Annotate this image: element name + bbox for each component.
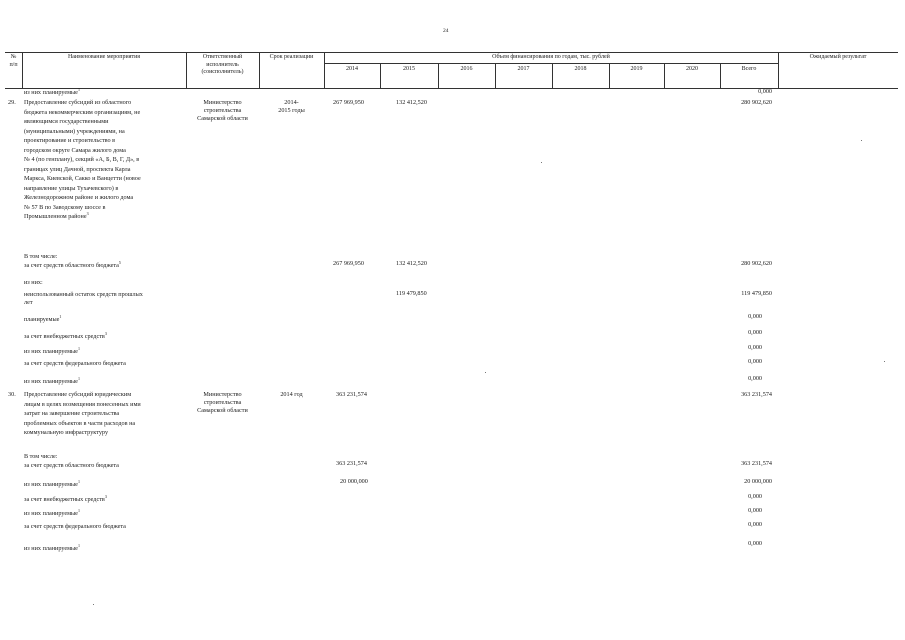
responsible-line: Министерство (203, 99, 242, 106)
label-line: направление улицы Тухачевского) в (24, 184, 119, 192)
header-col-period: Срок реализации (269, 54, 314, 60)
cell-total: 20 000,000 (744, 478, 772, 485)
row-label: за счет внебюджетных средств$^3$ (24, 493, 107, 503)
cell-total: 280 902,620 (741, 260, 772, 267)
label-line: Железнодорожном районе и жилого дома (24, 194, 134, 201)
header-year: 2015 (403, 66, 415, 72)
cell-total: 0,000 (748, 493, 762, 500)
cell-total: 0,000 (748, 540, 762, 547)
label-line: проблемных объектов в части расходов на (24, 419, 136, 427)
period-line: 2015 годы (278, 107, 305, 114)
cell-2015: 132 412,520 (396, 260, 427, 267)
scan-speck (884, 361, 885, 362)
scan-speck (93, 604, 94, 605)
header-year-divider (324, 63, 778, 64)
label-line: (муниципальными) учреждениями, на (24, 127, 125, 135)
row-label: из них планируемые$^1$ (24, 542, 80, 552)
header-year: 2017 (517, 66, 530, 72)
label-line: являющимся государственными (24, 118, 109, 125)
label-line: проектирование и строительство в (24, 137, 116, 144)
cell-total: 363 231,574 (741, 391, 772, 398)
cell-total: 0,000 (748, 507, 762, 514)
period-block (259, 99, 324, 115)
row-label: из них планируемые$^1$ (24, 478, 80, 488)
responsible-block (186, 99, 259, 123)
cell-2014: 20 000,000 (340, 478, 368, 485)
label-line: № 4 (по генплану), секций «А, Б, В, Г, Д», в (24, 156, 140, 163)
cell-total: 0,000 (758, 88, 772, 95)
row-label: за счет средств федерального бюджета (24, 360, 126, 367)
cell-2015: 132 412,520 (396, 99, 427, 106)
label-line: Промышленном районе$^3$ (24, 210, 89, 220)
responsible-line: Самарской области (197, 115, 248, 122)
row-label: за счет средств областного бюджета (24, 462, 119, 469)
label-line: коммунальную инфраструктуру (24, 429, 109, 436)
cell-total: 0,000 (748, 329, 762, 336)
row-label: из них планируемые$^1$ (24, 507, 80, 517)
row-label: за счет внебюджетных средств$^3$ (24, 330, 107, 340)
row-label: лет (24, 299, 33, 306)
responsible-line: строительства (203, 399, 242, 406)
header-col-name: Наименование мероприятия (67, 54, 141, 60)
row-label: планируемые$^1$ (24, 313, 62, 323)
header-year: 2020 (686, 66, 698, 72)
row-label: из них планируемые$^1$ (24, 375, 80, 385)
header-col-responsible: Ответственный исполнитель (соисполнитель) (201, 54, 244, 75)
row-label: В том числе: (24, 453, 58, 460)
header-year: 2019 (630, 66, 643, 72)
cell-total: 119 479,850 (741, 290, 772, 297)
header-total: Всего (741, 66, 757, 72)
label-line: бюджета некоммерческим организациям, не (24, 108, 141, 116)
responsible-line: Министерство (203, 391, 242, 398)
cell-total: 0,000 (748, 375, 762, 382)
row-label: В том числе: (24, 253, 58, 260)
row-label: за счет средств федерального бюджета (24, 523, 126, 530)
cell-total: 280 902,620 (741, 99, 772, 106)
cell-total: 0,000 (748, 358, 762, 365)
scan-speck (485, 372, 486, 373)
scan-speck (861, 140, 862, 141)
cell-total: 0,000 (748, 521, 762, 528)
scan-speck (541, 162, 542, 163)
cell-total: 0,000 (748, 344, 762, 351)
row-label: неиспользованный остаток средств прошлых (24, 291, 143, 298)
row-label: из них планируемые$^1$ (24, 345, 80, 355)
label-line: Маркса, Киевской, Сакко и Ванцетти (новое (24, 175, 141, 182)
label-line: лицам в целях возмещения понесенных ими (24, 400, 141, 408)
cell-total: 0,000 (748, 313, 762, 320)
label-line: городском округе Самара жилого дома (24, 146, 126, 154)
header-col-result: Ожидаемый результат (809, 54, 867, 60)
responsible-line: Самарской области (197, 407, 248, 414)
header-top-border (5, 52, 898, 53)
cell-2014: 363 231,574 (336, 460, 367, 467)
header-year: 2018 (574, 66, 587, 72)
cell-2015: 119 479,850 (396, 290, 427, 297)
responsible-line: строительства (203, 107, 242, 114)
header-col-financing: Объем финансирования по годам, тыс. рублей (492, 54, 610, 60)
cell-2014: 267 969,950 (333, 99, 364, 106)
responsible-block (186, 391, 259, 415)
label-line: границах улиц Дачной, проспекта Карла (24, 165, 131, 173)
row-label: из них: (24, 279, 43, 286)
header-col-num: № п/п (9, 54, 18, 68)
header-year: 2014 (346, 66, 358, 72)
cell-period: 2014 год (280, 391, 303, 398)
row-number: 30. (8, 391, 16, 398)
period-line: 2014- (284, 99, 299, 106)
cell-total: 363 231,574 (741, 460, 772, 467)
cell-2014: 267 969,950 (333, 260, 364, 267)
row-label: из них планируемые$^1$ (24, 86, 80, 96)
label-line: затрат на завершение строительства (24, 410, 120, 417)
label-line: Предоставление субсидий из областного (24, 99, 132, 106)
cell-2014: 363 231,574 (336, 391, 367, 398)
row-number: 29. (8, 99, 16, 106)
header-year: 2016 (460, 66, 473, 72)
row-label: за счет средств областного бюджета$^5$ (24, 259, 121, 269)
page-number: 24 (443, 28, 449, 34)
label-line: Предоставление субсидий юридическим (24, 391, 132, 398)
label-line: № 57 В по Заводскому шоссе в (24, 203, 106, 211)
